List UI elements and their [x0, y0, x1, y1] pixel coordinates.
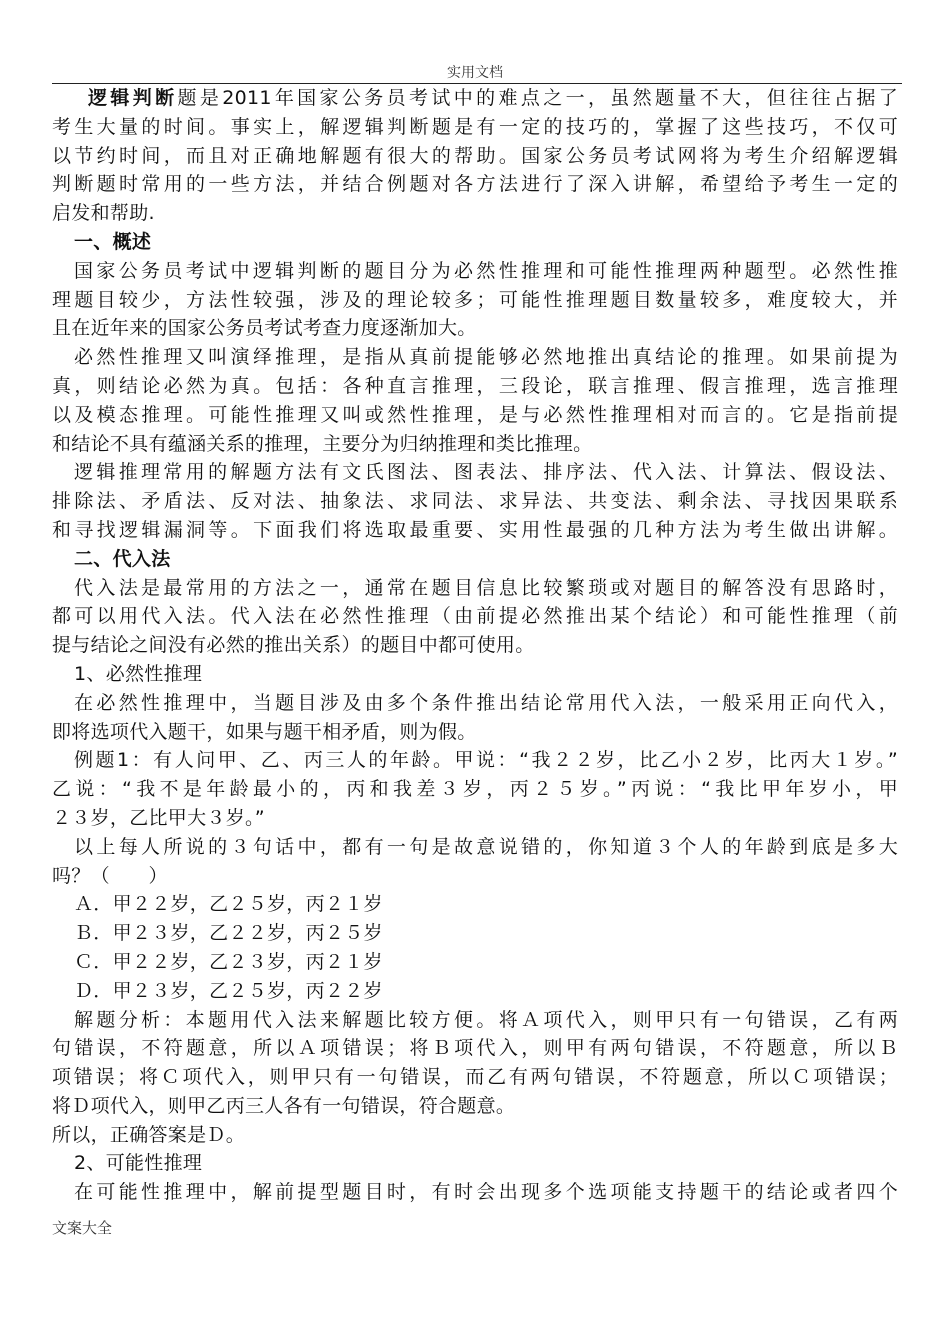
- text-line: [52, 84, 898, 113]
- text-line: 解题分析：本题用代入法来解题比较方便。将Ａ项代入，则甲只有一句错误，乙有两: [74, 1008, 898, 1031]
- text-line: 例题1：有人问甲、乙、丙三人的年龄。甲说：“我２２岁，比乙小２岁，比丙大１岁。”: [74, 749, 898, 772]
- text-line: 且在近年来的国家公务员考试考查力度逐渐加大。: [52, 317, 477, 340]
- text-line: 和寻找逻辑漏洞等。下面我们将选取最重要、实用性最强的几种方法为考生做出讲解。: [52, 518, 898, 541]
- section-heading: 一、概述: [74, 230, 152, 253]
- text-line: 真，则结论必然为真。包括：各种直言推理，三段论，联言推理、假言推理，选言推理: [52, 374, 898, 397]
- text-line: 判断题时常用的一些方法，并结合例题对各方法进行了深入讲解，希望给予考生一定的: [52, 173, 898, 196]
- text-line: 考生大量的时间。事实上，解逻辑判断题是有一定的技巧的，掌握了这些技巧，不仅可: [52, 115, 898, 138]
- text-line: 必然性推理又叫演绎推理，是指从真前提能够必然地推出真结论的推理。如果前提为: [74, 346, 898, 369]
- text-line: 在可能性推理中，解前提型题目时，有时会出现多个选项能支持题干的结论或者四个: [74, 1181, 898, 1204]
- text-line: 提与结论之间没有必然的推出关系）的题目中都可使用。: [52, 634, 535, 657]
- text-line: 句错误，不符题意，所以Ａ项错误；将Ｂ项代入，则甲有两句错误，不符题意，所以Ｂ: [52, 1037, 898, 1060]
- document-body: [52, 84, 898, 1207]
- text-line: 吗？（ ）: [52, 864, 168, 887]
- text-line: ２３岁，乙比甲大３岁。”: [52, 806, 265, 829]
- text-line: 即将选项代入题干，如果与题干相矛盾，则为假。: [52, 720, 477, 743]
- text-line: 2、可能性推理: [74, 1152, 203, 1175]
- line-text: 题是2011年国家公务员考试中的难点之一，虽然题量不大，但往往占据了: [177, 87, 898, 109]
- text-line: 国家公务员考试中逻辑判断的题目分为必然性推理和可能性推理两种题型。必然性推: [74, 259, 898, 282]
- text-line: 所以，正确答案是Ｄ。: [52, 1123, 246, 1146]
- text-line: 代入法是最常用的方法之一，通常在题目信息比较繁琐或对题目的解答没有思路时，: [74, 576, 898, 599]
- bold-lead-text: 逻辑判断: [88, 87, 178, 109]
- text-line: 乙说：“我不是年龄最小的，丙和我差３岁，丙２５岁。”丙说：“我比甲年岁小，甲: [52, 778, 898, 801]
- text-line: 排除法、矛盾法、反对法、抽象法、求同法、求异法、共变法、剩余法、寻找因果联系: [52, 490, 898, 513]
- section-heading: 二、代入法: [74, 547, 171, 570]
- text-line: 以上每人所说的３句话中，都有一句是故意说错的，你知道３个人的年龄到底是多大: [74, 835, 898, 858]
- text-line: 逻辑推理常用的解题方法有文氏图法、图表法、排序法、代入法、计算法、假设法、: [74, 461, 898, 484]
- text-line: 将Ｄ项代入，则甲乙丙三人各有一句错误，符合题意。: [52, 1094, 516, 1117]
- text-line: 都可以用代入法。代入法在必然性推理（由前提必然推出某个结论）和可能性推理（前: [52, 605, 898, 628]
- page-header: 实用文档: [447, 65, 503, 81]
- text-line: 启发和帮助.: [52, 202, 155, 225]
- text-line: 在必然性推理中，当题目涉及由多个条件推出结论常用代入法，一般采用正向代入，: [74, 691, 898, 714]
- text-line: 和结论不具有蕴涵关系的推理，主要分为归纳推理和类比推理。: [52, 432, 593, 455]
- text-line: 项错误；将Ｃ项代入，则甲只有一句错误，而乙有两句错误，不符题意，所以Ｃ项错误；: [52, 1066, 898, 1089]
- text-line: Ｃ．甲２２岁，乙２３岁，丙２１岁: [74, 950, 383, 973]
- page-footer: 文案大全: [52, 1219, 113, 1237]
- text-line: 1、必然性推理: [74, 662, 203, 685]
- text-line: 以节约时间，而且对正确地解题有很大的帮助。国家公务员考试网将为考生介绍解逻辑: [52, 144, 898, 167]
- text-line: Ｄ．甲２３岁，乙２５岁，丙２２岁: [74, 979, 383, 1002]
- text-line: Ｂ．甲２３岁，乙２２岁，丙２５岁: [74, 922, 383, 945]
- text-line: 以及模态推理。可能性推理又叫或然性推理，是与必然性推理相对而言的。它是指前提: [52, 403, 898, 426]
- text-line: Ａ．甲２２岁，乙２５岁，丙２１岁: [74, 893, 383, 916]
- text-line: 理题目较少，方法性较强，涉及的理论较多；可能性推理题目数量较多，难度较大，并: [52, 288, 898, 311]
